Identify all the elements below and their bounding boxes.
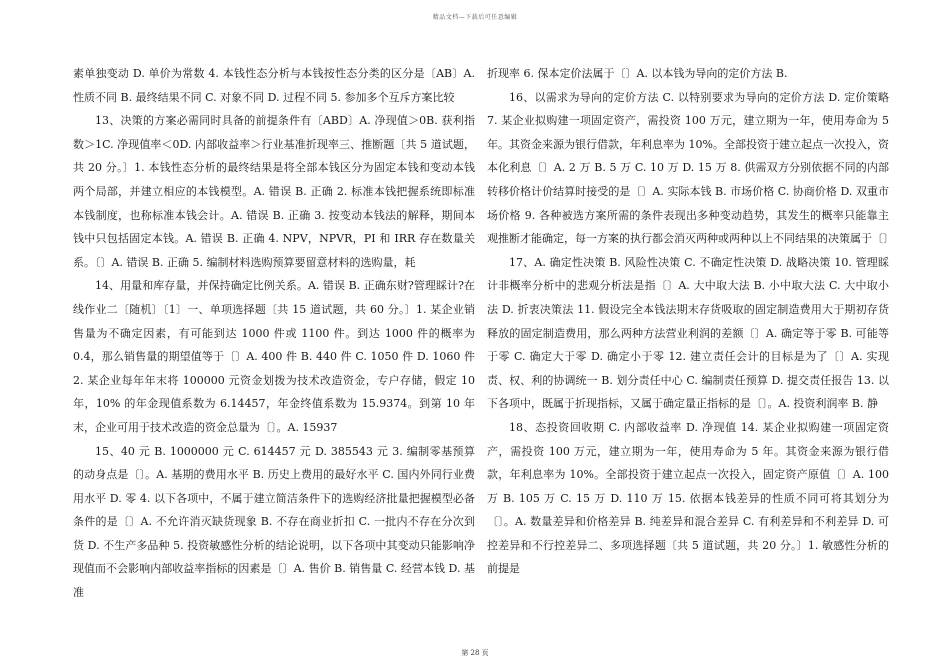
paragraph: 18、态投资回收期 C. 内部收益率 D. 净现值 14. 某企业拟购建一项固定资产，需投资 100 万元，建立期为一年，使用寿命为 5 年。其资金来源为银行借款，年利息率为 10%。全部投资于建立起点一次投入，固定资产原值〔〕A. 100 万 B. 105 万 C. 15 万 D. 110 万 15. 依据本钱差异的性质不同可将其划分为〔〕。A. 数量差异和价格差异 B. 纯差异和混合差异 C. 有利差异和不利差异 D. 可控差异和不行控差异二、多项选择题〔共 5 道试题，共 20 分。〕1. 敏感性分析的前提是: [487, 420, 889, 576]
paragraph: 14、用量和库存量，并保持确定比例关系。A. 错误 B. 正确东财?管理睬计?在线作业二〔随机〕〔1〕一、单项选择题〔共 15 道试题，共 60 分。〕1. 某企业销售量为不确定因素，有可能到达 1000 件或 1100 件。到达 1000 件的概率为 0.4，那么销售量的期望值等于〔〕A. 400 件 B. 440 件 C. 1050 件 D. 1060 件 2. 某企业每年年末将 100000 元资金划拨为技术改造资金，专户存储，假定 10 年，10% 的年金现值系数为 6.14457，年金终值系数为 15.9374。到第 10 年末，企业可用于技术改造的资金总量为〔〕。A. 15937: [73, 279, 475, 434]
paragraph: 16、以需求为导向的定价方法 C. 以特别要求为导向的定价方法 D. 定价策略 7. 某企业拟购建一项固定资产，需投资 100 万元，建立期为一年，使用寿命为 5 年。其资金来源为银行借款，年利息率为 10%。全部投资于建立起点一次投入，资本化利息〔〕A. 2 万 B. 5 万 C. 10 万 D. 15 万 8. 供需双方分别依据不同的内部转移价格计价结算时接受的是〔〕A. 实际本钱 B. 市场价格 C. 协商价格 D. 双重市场价格 9. 各种被选方案所需的条件表现出多种变动趋势，其发生的概率只能靠主观推断才能确定，每一方案的执行都会消灭两种或两种以上不同结果的决策属于〔〕: [487, 90, 894, 246]
paragraph: 15、40 元 B. 1000000 元 C. 614457 元 D. 385543 元 3. 编制零基预算的动身点是〔〕。A. 基期的费用水平 B. 历史上费用的最好水平 C. 国内外同行业费用水平 D. 零 4. 以下各项中，不属于建立简洁条件下的选购经济批量把握模型必备条件的是〔〕A. 不允许消灭缺货现象 B. 不存在商业折扣 C. 一批内不存在分次到货 D. 不生产多品种 5. 投资敏感性分析的结论说明，以下各项中其变动只能影响净现值而不会影响内部收益率指标的因素是〔〕A. 售价 B. 销售量 C. 经营本钱 D. 基准: [73, 444, 475, 600]
paragraph: 17、A. 确定性决策 B. 风险性决策 C. 不确定性决策 D. 战略决策 10. 管理睬计非概率分析中的悲观分析法是指〔〕A. 大中取大法 B. 小中取大法 C. 大中取小法 D. 折衷决策法 11. 假设完全本钱法期末存货吸取的固定制造费用大于期初存货释放的固定制造费用，那么两种方法营业利润的差额〔〕A. 确定等于零 B. 可能等于零 C. 确定大于零 D. 确定小于零 12. 建立责任会计的目标是为了〔〕A. 实现责、权、利的协调统一 B. 划分责任中心 C. 编制责任预算 D. 提交责任报告 13. 以下各项中，既属于折现指标，又属于确定量正指标的是〔〕。A. 投资利润率 B. 静: [487, 255, 889, 411]
page-header: 精品文档—下载后可任意编辑: [432, 14, 518, 21]
page-number: 第 28 页: [461, 649, 489, 657]
paragraph: 折现率 6. 保本定价法属于〔〕A. 以本钱为导向的定价方法 B.: [487, 67, 788, 80]
paragraph: 13、决策的方案必需同时具备的前提条件有〔ABD〕A. 净现值＞0B. 获利指数＞1C. 净现值率＜0D. 内部收益率＞行业基准折现率三、推断题〔共 5 道试题，共 20 分。〕1. 本钱性态分析的最终结果是将全部本钱区分为固定本钱和变动本钱两个局部，并建立相应的本钱模型。A. 错误 B. 正确 2. 标准本钱把握系统即标准本钱制度，也称标准本钱会计。A. 错误 B. 正确 3. 按变动本钱法的解释，期间本钱中只包括固定本钱。A. 错误 B. 正确 4. NPV，NPVR，PI 和 IRR 存在数量关系。〔〕A. 错误 B. 正确 5. 编制材料选购预算要留意材料的选购量，耗: [73, 114, 475, 269]
right-column: [487, 62, 894, 581]
paragraph: 素单独变动 D. 单价为常数 4. 本钱性态分析与本钱按性态分类的区分是〔AB〕A. 性质不同 B. 最终结果不同 C. 对象不同 D. 过程不同 5. 参加多个互斥方案比较: [73, 67, 475, 104]
left-column: [73, 62, 475, 605]
